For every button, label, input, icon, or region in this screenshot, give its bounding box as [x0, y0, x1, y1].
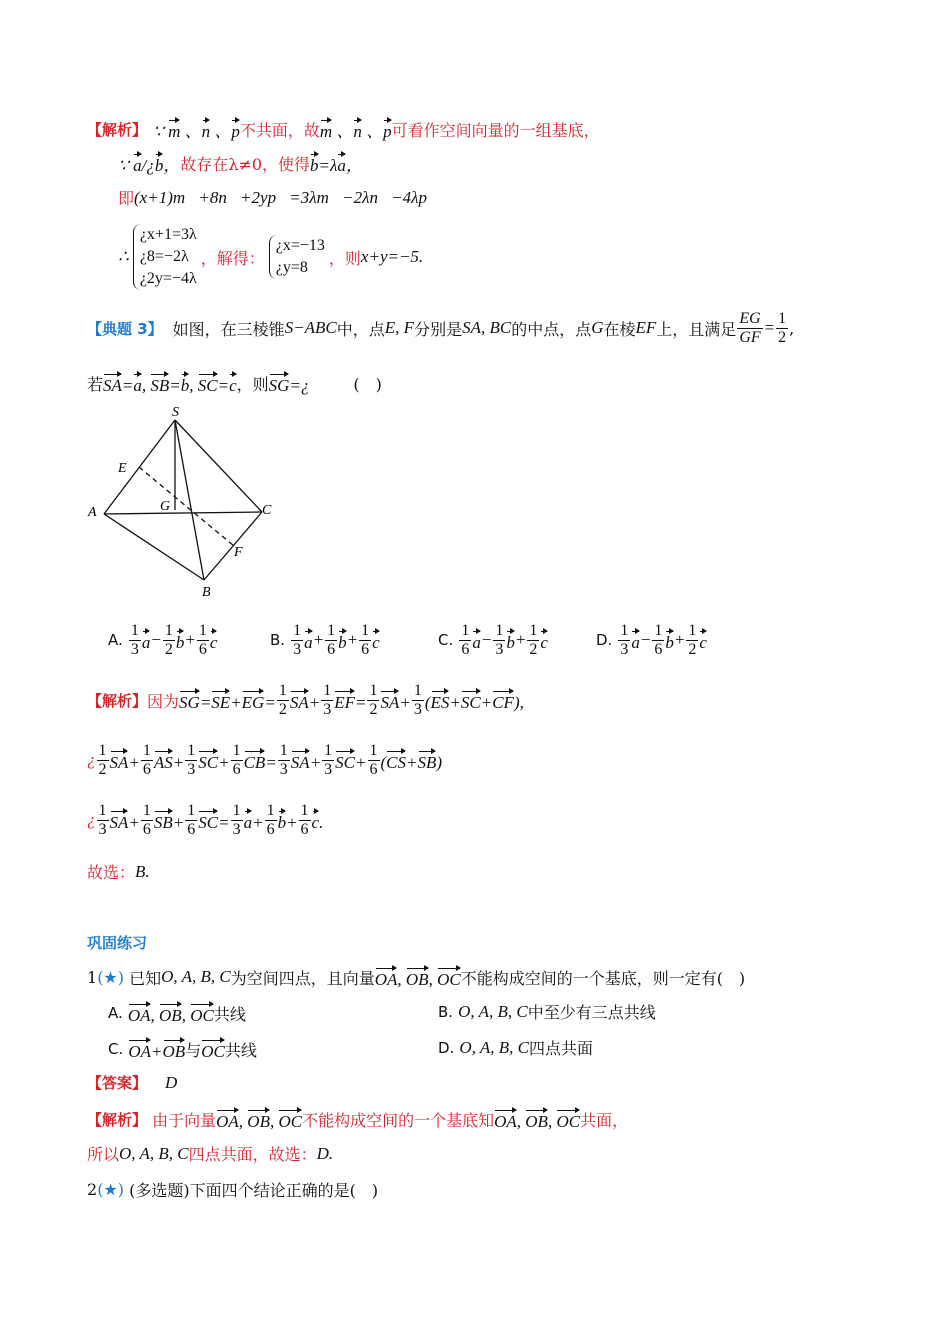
edge-bc	[204, 512, 262, 580]
label-b: B	[202, 585, 211, 600]
analysis2-line1: 【解析】 因为 SG=SE+EG= $\frac{1}{2}$ SA+ $\frac{1}{3}$ EF= $\frac{1}{2}$ SA+ $\frac{1}{3}$ (ES+SC+CF),	[87, 682, 524, 718]
label-a: A	[88, 505, 97, 520]
label-f: F	[234, 545, 243, 560]
analysis1-line2: ∵ a/¿b， 故存在λ≠0，使得 b=λa，	[118, 150, 363, 176]
tetrahedron-figure	[84, 404, 284, 604]
q1-analysis-line1: 【解析】 由于向量 OA, OB, OC 不能构成空间的一个基底知 OA, OB, OC 共面，	[87, 1106, 628, 1132]
analysis2-answer: 故选： B.	[87, 861, 150, 882]
q1-option-d[interactable]: D. O, A, B, C 四点共面	[438, 1037, 594, 1058]
segment-ef	[139, 467, 234, 546]
q1-option-a[interactable]: A. OA, OB, OC 共线	[108, 1000, 246, 1026]
option-c[interactable]: C. $\frac{1}{6}$ a − $\frac{1}{3}$ b + $\frac{1}{2}$ c	[438, 622, 548, 658]
analysis2-line2: ¿ $\frac{1}{2}$ SA+ $\frac{1}{6}$ AS+ $\frac{1}{3}$ SC+ $\frac{1}{6}$ CB= $\frac{1}{3}$ SA+ $\frac{1}{3}$ SC+ $\frac{1}{6}$ (CS+SB)	[87, 742, 443, 778]
edge-sb	[175, 420, 204, 580]
q1-option-c[interactable]: C. OA+OB 与 OC 共线	[108, 1036, 257, 1062]
option-b[interactable]: B. $\frac{1}{3}$ a + $\frac{1}{6}$ b + $\frac{1}{6}$ c	[270, 622, 380, 658]
analysis1-system: ∴ ¿x+1=3λ ¿8=−2λ ¿2y=−4λ ，解得： ¿x=−13 ¿y=8 ，则 x+y=−5.	[118, 224, 423, 290]
label-e: E	[118, 461, 127, 476]
question-2: 2 (★) (多选题)下面四个结论正确的是( )	[87, 1180, 379, 1200]
edge-ab	[104, 514, 204, 580]
q1-analysis-line2: 所以 O, A, B, C 四点共面，故选： D.	[87, 1143, 334, 1164]
example-tag: 【典题 3】	[87, 319, 163, 338]
label-g: G	[160, 499, 171, 514]
analysis2-line3: ¿ $\frac{1}{3}$ SA+ $\frac{1}{6}$ SB+ $\frac{1}{6}$ SC= $\frac{1}{3}$ a+ $\frac{1}{6}$ b+ $\frac{1}{6}$ c.	[87, 802, 324, 838]
practice-heading: 巩固练习	[87, 934, 148, 952]
example3-line2: 若 SA=a, SB=b, SC=c ，则 SG=¿ ( )	[87, 370, 382, 396]
example3-line1: 【典题 3】 如图，在三棱锥 S−ABC 中，点 E, F 分别是 SA, BC 的中点，点 G 在棱 EF 上，且满足 $\frac{EG}{GF}$ = $\frac{1}{2}$ ,	[87, 310, 795, 346]
edge-ac	[104, 512, 262, 514]
q1-option-b[interactable]: B. O, A, B, C 中至少有三点共线	[438, 1001, 656, 1022]
equation-system-1: ¿x+1=3λ ¿8=−2λ ¿2y=−4λ	[133, 224, 197, 290]
edge-sc	[175, 420, 262, 512]
label-s: S	[172, 405, 179, 420]
equation-system-2: ¿x=−13 ¿y=8	[269, 235, 325, 279]
label-c: C	[262, 503, 272, 518]
q1-answer: 【答案】 D	[87, 1072, 178, 1092]
analysis1-line3: 即 (x+1)m⃗+8n⃗+2yp⃗=3λm⃗−2λn⃗−4λp⃗，	[118, 187, 454, 208]
analysis-tag: 【解析】	[87, 120, 148, 139]
analysis1-line1: 【解析】 ∵ m 、n 、p 不共面，故 m 、n 、p 可看作空间向量的一组基底，	[87, 116, 600, 142]
option-a[interactable]: A. $\frac{1}{3}$ a − $\frac{1}{2}$ b + $\frac{1}{6}$ c	[108, 622, 218, 658]
option-d[interactable]: D. $\frac{1}{3}$ a − $\frac{1}{6}$ b + $\frac{1}{2}$ c	[596, 622, 707, 658]
question-1: 1 (★) 已知 O, A, B, C 为空间四点，且向量 OA, OB, OC 不能构成空间的一个基底，则一定有( )	[87, 964, 745, 990]
